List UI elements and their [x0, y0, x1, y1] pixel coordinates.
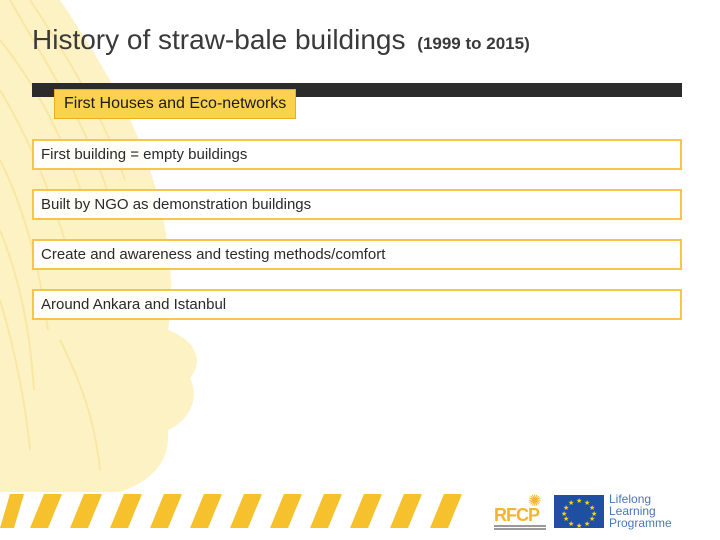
bullet-box-2: Built by NGO as demonstration buildings	[32, 189, 682, 220]
rfcp-logo	[492, 491, 548, 533]
rfcp-tagline-graphic	[494, 525, 546, 531]
llp-line-1: Lifelong	[609, 492, 652, 506]
bullet-box-3: Create and awareness and testing methods/comfort	[32, 239, 682, 270]
title-main: History of straw-bale buildings	[32, 24, 406, 55]
bullet-box-4: Around Ankara and Istanbul	[32, 289, 682, 320]
sun-icon: ✺	[528, 493, 542, 510]
hazard-stripes	[0, 494, 470, 528]
lifelong-learning-logo	[609, 493, 672, 529]
eu-flag-icon: ★ ★ ★ ★ ★ ★ ★ ★ ★ ★ ★ ★	[554, 495, 604, 528]
bullet-box-1: First building = empty buildings	[32, 139, 682, 170]
slide-title	[32, 24, 530, 56]
llp-line-2: Learning	[609, 504, 656, 518]
section-label: First Houses and Eco-networks	[54, 89, 296, 119]
title-subtitle: (1999 to 2015)	[417, 34, 530, 53]
llp-line-3: Programme	[609, 516, 672, 530]
rfcp-logo-text: RFCP	[494, 505, 539, 525]
